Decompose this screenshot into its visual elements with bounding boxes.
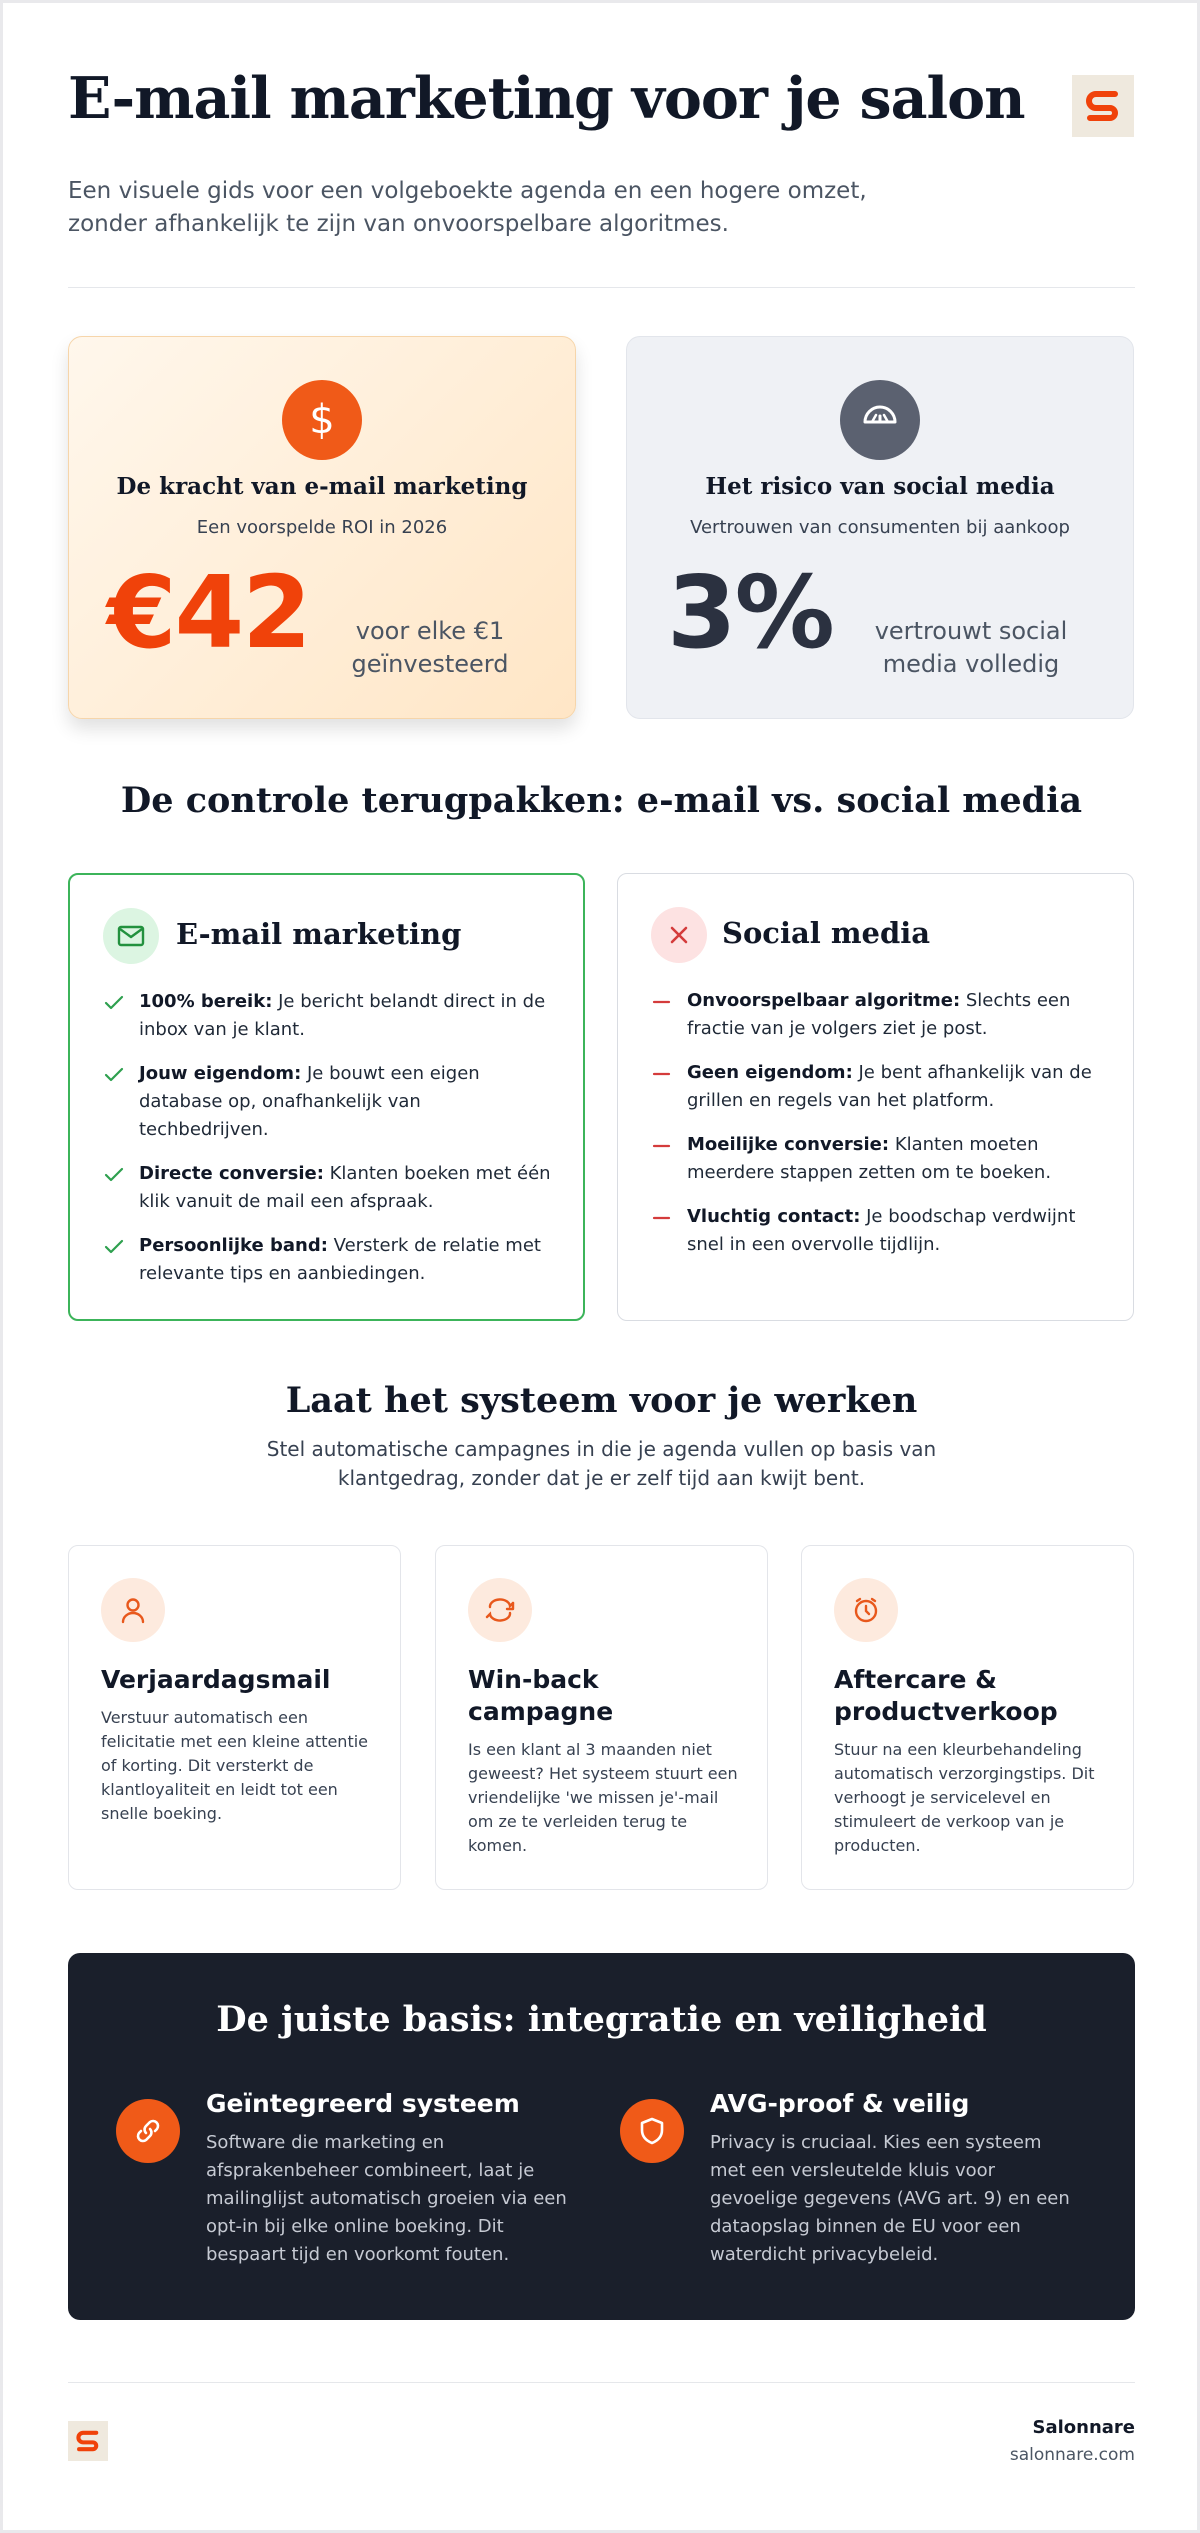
item-label: Persoonlijke band: [139,1235,328,1256]
close-icon [651,907,707,963]
item-description: Versterk de relatie met relevante tips en aanbiedingen. [139,1235,541,1284]
stat-subheading: Vertrouwen van consumenten bij aankoop [690,517,1070,538]
item-label: 100% bereik: [139,991,273,1012]
item-label: Moeilijke conversie: [687,1134,890,1155]
stat-card-social-trust [626,336,1134,719]
email-benefit-item [103,1060,553,1144]
automation-lead: Stel automatische campagnes in die je agenda vullen op basis van klantgedrag, zonder dat je er zelf tijd aan kwijt bent. [266,1437,937,1490]
automation-heading: Laat het systeem voor je werken [285,1380,918,1421]
feature-title: Verjaardagsmail [101,1665,331,1694]
dollar-icon: $ [282,380,362,460]
page-title: E-mail marketing voor je salon [68,65,1025,132]
stat-card-email-roi [68,336,576,719]
feature-card-aftercare [801,1545,1134,1890]
minus-icon [651,993,673,1011]
minus-icon [651,1209,673,1227]
salonnare-logo [1072,75,1134,137]
divider [68,287,1135,288]
foundation-section [68,1953,1135,2320]
item-description: Je bouwt een eigen database op, onafhankelijk van techbedrijven. [139,1063,480,1140]
minus-icon [651,1137,673,1155]
feature-text: Verstuur automatisch een felicitatie met een kleine attentie of korting. Dit versterkt de klantloyaliteit en leidt tot een snelle boeking. [101,1708,369,1823]
footer-url[interactable]: salonnare.com [1009,2445,1135,2465]
clock-icon [834,1578,898,1642]
email-benefit-item [103,988,553,1044]
page-subtitle: Een visuele gids voor een volgeboekte agenda en een hogere omzet, zonder afhankelijk te zijn van onvoorspelbare algoritmes. [68,178,867,237]
social-drawbacks-list [651,987,1101,1275]
foundation-item-title: Geïntegreerd systeem [206,2089,520,2118]
foundation-item-title: AVG-proof & veilig [710,2089,970,2118]
footer-divider [68,2382,1135,2383]
stat-subheading: Een voorspelde ROI in 2026 [196,517,448,538]
footer-brand: Salonnare [1032,2417,1135,2438]
stat-big-number: 3% [667,554,833,671]
email-benefit-item [103,1232,553,1288]
email-benefit-item [103,1160,553,1216]
item-description: Slechts een fractie van je volgers ziet je post. [687,990,1071,1039]
stat-heading: De kracht van e-mail marketing [116,473,528,500]
social-drawback-item [651,1131,1101,1187]
feature-title: Aftercare & productverkoop [834,1665,1058,1726]
item-label: Directe conversie: [139,1163,324,1184]
infographic-page [3,3,1197,2530]
item-label: Geen eigendom: [687,1062,853,1083]
email-marketing-card [68,873,585,1321]
logo-mark-icon [75,2430,101,2452]
item-description: Klanten boeken met één klik vanuit de mail een afspraak. [139,1163,551,1212]
feature-card-birthday [68,1545,401,1890]
feature-title: Win-back campagne [468,1665,614,1726]
refresh-icon [468,1578,532,1642]
item-description: Klanten moeten meerdere stappen zetten om te boeken. [687,1134,1052,1183]
foundation-item-text: Privacy is cruciaal. Kies een systeem met een versleutelde kluis voor gevoelige gegevens (AVG art. 9) en een dataopslag binnen de EU voor een waterdicht privacybeleid. [710,2132,1070,2265]
social-drawback-item [651,1203,1101,1259]
minus-icon [651,1065,673,1083]
check-icon [103,1066,125,1084]
link-icon [116,2099,180,2163]
foundation-heading: De juiste basis: integratie en veiligheid [216,1999,987,2040]
user-icon [101,1578,165,1642]
item-description: Je bent afhankelijk van de grillen en regels van het platform. [687,1062,1092,1111]
item-label: Vluchtig contact: [687,1206,861,1227]
comparison-heading: De controle terugpakken: e-mail vs. social media [120,780,1083,821]
check-icon [103,1238,125,1256]
email-benefits-list [103,988,553,1304]
umbrella-icon [840,380,920,460]
check-icon [103,1166,125,1184]
mail-icon [103,908,159,964]
item-description: Je boodschap verdwijnt snel in een overvolle tijdlijn. [687,1206,1076,1255]
item-label: Onvoorspelbaar algoritme: [687,990,961,1011]
logo-mark-icon [1084,90,1122,122]
stat-note: vertrouwt social media volledig [874,617,1068,678]
stat-heading: Het risico van social media [705,473,1055,500]
footer-logo [68,2421,108,2461]
social-drawback-item [651,1059,1101,1115]
feature-card-winback [435,1545,768,1890]
stat-note: voor elke €1 geïnvesteerd [351,617,509,678]
check-icon [103,994,125,1012]
foundation-item-text: Software die marketing en afsprakenbeheer combineert, laat je mailinglijst automatisch groeien via een opt-in bij elke online boeking. Dit bespaart tijd en voorkomt fouten. [206,2132,567,2265]
feature-text: Is een klant al 3 maanden niet geweest? Het systeem stuurt een vriendelijke 'we missen je'-mail om ze te verleiden terug te komen. [468,1740,738,1855]
social-drawback-item [651,987,1101,1043]
feature-text: Stuur na een kleurbehandeling automatisch verzorgingstips. Dit verhoogt je servicelevel en stimuleert de verkoop van je producten. [834,1740,1095,1855]
item-description: Je bericht belandt direct in de inbox van je klant. [139,991,546,1040]
email-card-title: E-mail marketing [176,917,462,951]
shield-icon [620,2099,684,2163]
stat-big-number: €42 [107,554,310,671]
item-label: Jouw eigendom: [139,1063,302,1084]
social-media-card [617,873,1134,1321]
social-card-title: Social media [722,916,931,950]
